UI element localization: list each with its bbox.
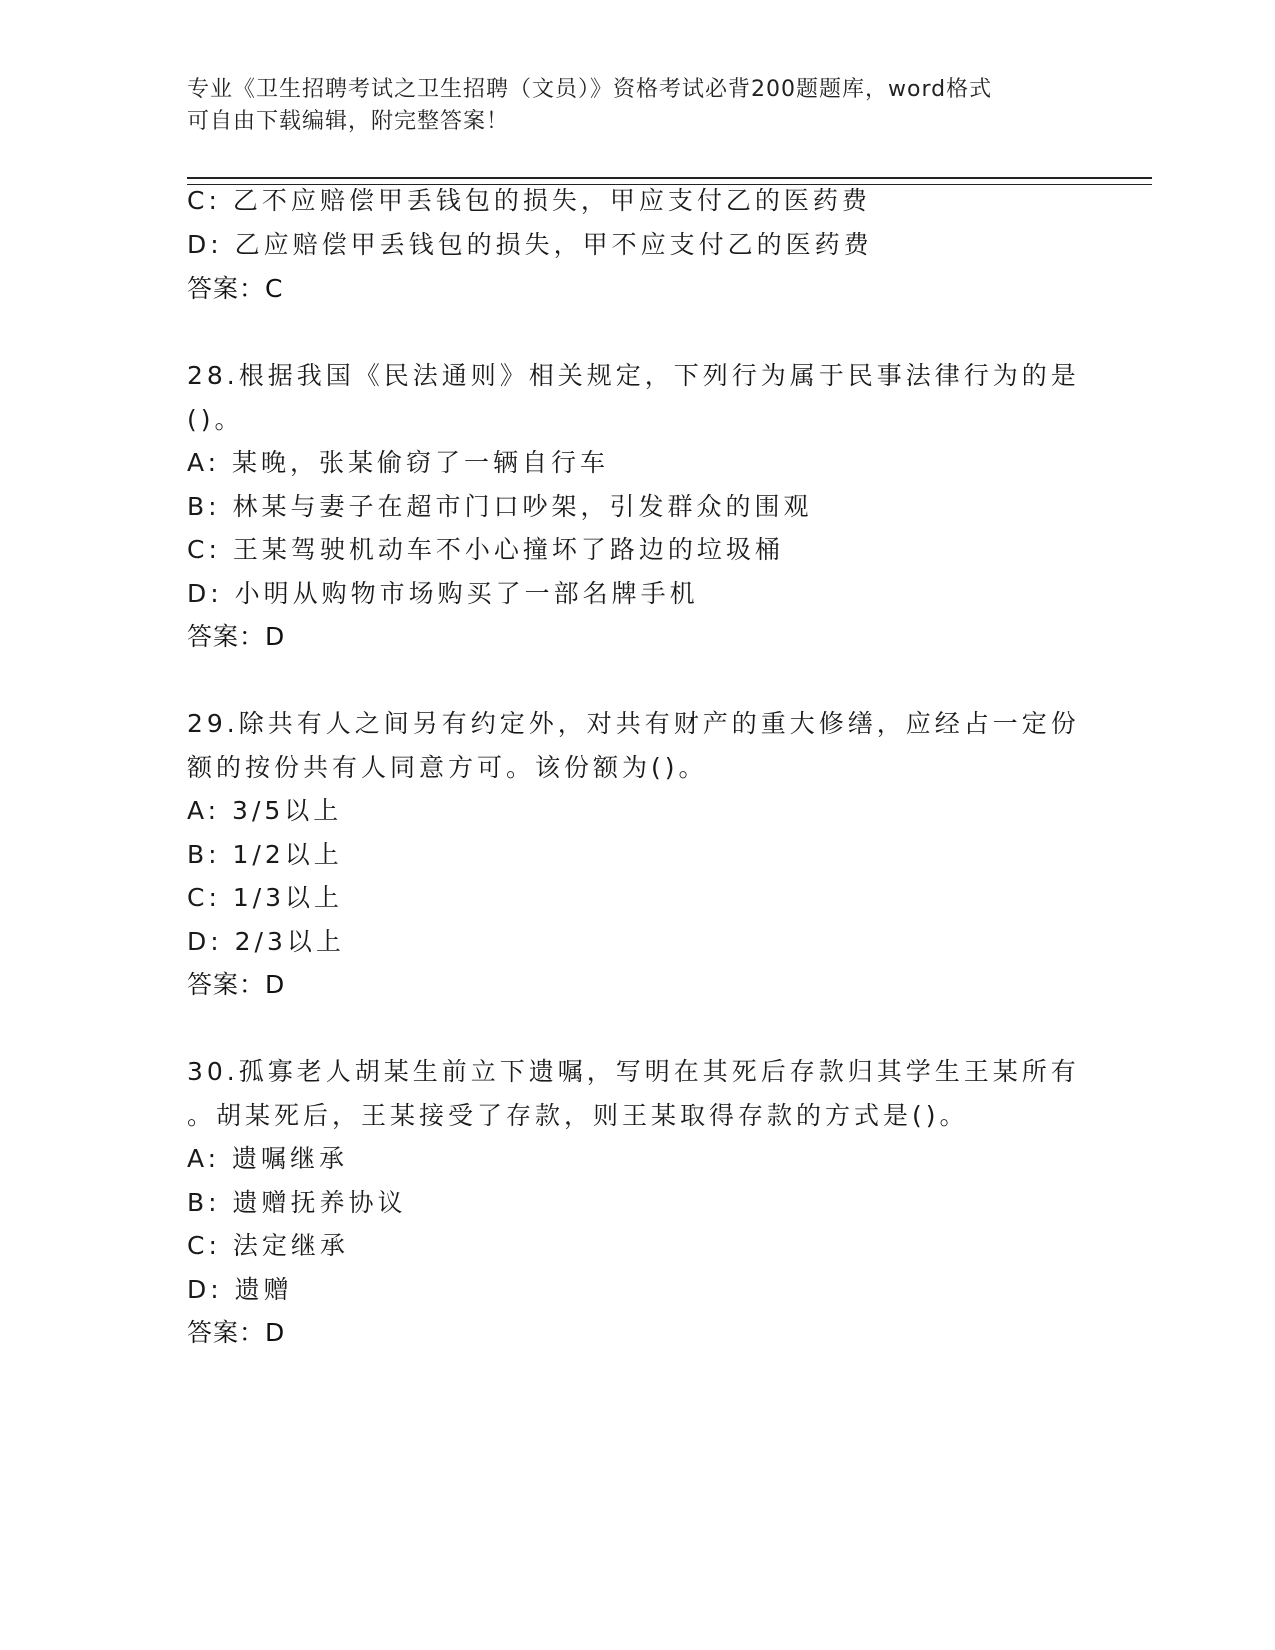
header-line-2: 可自由下载编辑，附完整答案！ <box>187 109 510 134</box>
question-29-option-d: D: 2/3以上 <box>187 927 345 956</box>
header-line-1: 专业《卫生招聘考试之卫生招聘（文员）》资格考试必背200题题库，word格式 <box>187 77 993 102</box>
answer-label: 答案： <box>187 274 266 303</box>
question-30-answer <box>187 1316 285 1350</box>
question-29-line-2: 额的按份共有人同意方可。该份额为()。 <box>187 753 708 782</box>
answer-value: D <box>265 622 286 651</box>
question-29-option-a: A: 3/5以上 <box>187 796 343 825</box>
prev-option-d: D: 乙应赔偿甲丢钱包的损失，甲不应支付乙的医药费 <box>187 230 873 259</box>
question-30-option-c: C: 法定继承 <box>187 1231 349 1260</box>
question-30-option-a: A: 遗嘱继承 <box>187 1144 349 1173</box>
question-28-line-1: 28.根据我国《民法通则》相关规定，下列行为属于民事法律行为的是 <box>187 361 1080 390</box>
question-28-option-b: B: 林某与妻子在超市门口吵架，引发群众的围观 <box>187 492 813 521</box>
answer-label: 答案： <box>187 1318 266 1347</box>
question-29-option-c: C: 1/3以上 <box>187 883 344 912</box>
answer-value: D <box>265 970 286 999</box>
question-29-answer <box>187 968 285 1002</box>
prev-option-c: C: 乙不应赔偿甲丢钱包的损失，甲应支付乙的医药费 <box>187 186 871 215</box>
question-29-option-b: B: 1/2以上 <box>187 840 343 869</box>
answer-label: 答案： <box>187 970 266 999</box>
question-30-option-b: B: 遗赠抚养协议 <box>187 1188 407 1217</box>
answer-value: C <box>265 274 284 303</box>
question-30-line-1: 30.孤寡老人胡某生前立下遗嘱，写明在其死后存款归其学生王某所有 <box>187 1057 1080 1086</box>
question-30-line-2: 。胡某死后，王某接受了存款，则王某取得存款的方式是()。 <box>187 1101 969 1130</box>
question-29-line-1: 29.除共有人之间另有约定外，对共有财产的重大修缮，应经占一定份 <box>187 709 1080 738</box>
page-header <box>187 74 1087 138</box>
question-28-option-c: C: 王某驾驶机动车不小心撞坏了路边的垃圾桶 <box>187 535 784 564</box>
question-28-option-a: A: 某晚，张某偷窃了一辆自行车 <box>187 448 610 477</box>
answer-value: D <box>265 1318 286 1347</box>
question-28-answer <box>187 620 285 654</box>
question-28-line-2: ()。 <box>187 405 244 434</box>
question-30-option-d: D: 遗赠 <box>187 1275 293 1304</box>
answer-label: 答案： <box>187 622 266 651</box>
question-28-option-d: D: 小明从购物市场购买了一部名牌手机 <box>187 579 699 608</box>
prev-answer <box>187 272 283 306</box>
